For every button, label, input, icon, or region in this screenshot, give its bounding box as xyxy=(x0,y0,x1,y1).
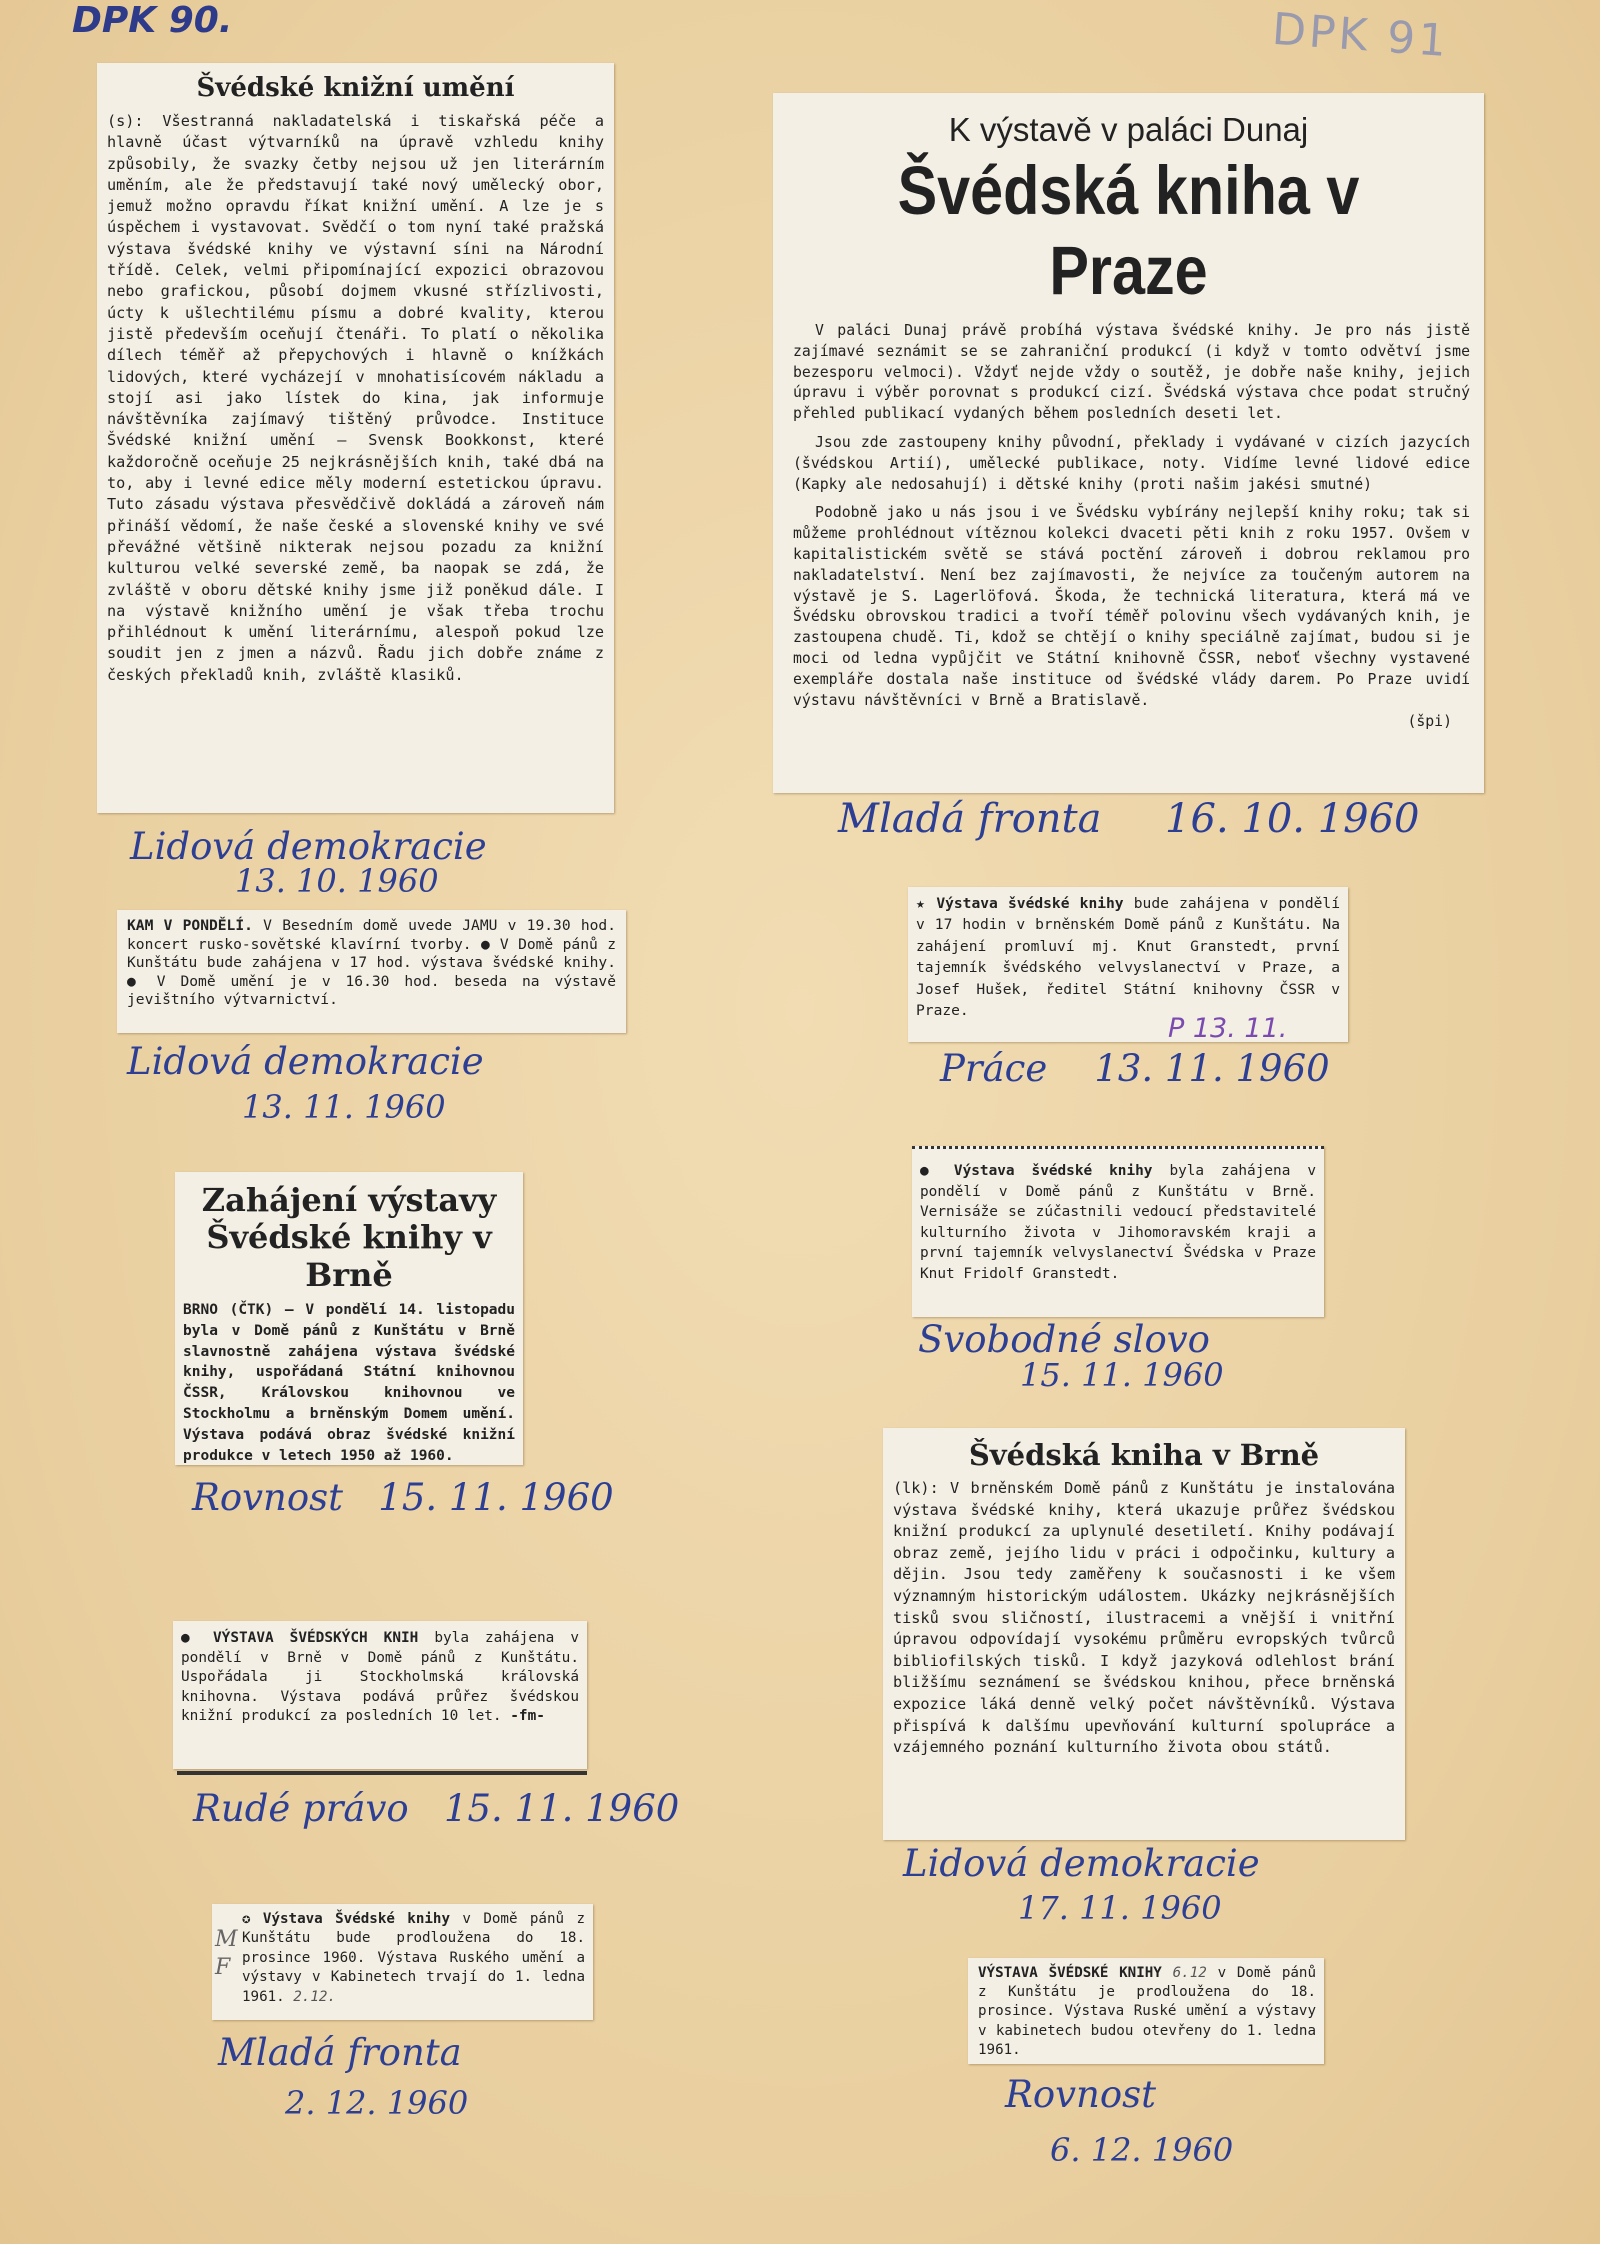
clipping-vystava-prodlouzena-rovnost xyxy=(968,1958,1324,2064)
date-handwritten: 17. 11. 1960 xyxy=(1018,1889,1222,1927)
source-handwritten: Práce xyxy=(940,1047,1048,1090)
clipping-lead: VÝSTAVA ŠVÉDSKÉ KNIHY xyxy=(978,1965,1162,1981)
clipping-body: bude zahájena v pondělí v 17 hodin v brněnském Domě pánů z Kunštátu. Na zahájení promluví mj. Knut Granstedt, první tajemník švédského velvyslanectví v Praze, a Josef Hušek, ředitel Státní knihovny ČSSR v Praze. xyxy=(916,895,1340,1020)
author-sign: (špi) xyxy=(1407,713,1452,731)
clipping-body: (lk): V brněnském Domě pánů z Kunštátu je instalována výstava švédské knihy, která ukazuje průřez švédskou knižní produkcí za uplynulé desetiletí. Knihy podávají obraz země, jejího lidu v práci i odpočinku, kultury a dějin. Jsou tedy zaměřeny k současnosti i ke všem významným historickým událostem. Ukázky nejkrásnějších tisků svou sličností, ilustracemi a vnější i vnitřní úpravou odpovídají vysokému průměru evropských tvůrců bibliofilských tisků. I když jazyková odlehlost brání bližšímu seznámení se švédskou knihou, přece brněnská expozice láká denně velký počet návštěvníků. Výstava přispívá k dalšímu upevňování kulturní spolupráce a vzájemného poznání kulturního života obou států. xyxy=(893,1479,1395,1757)
date-handwritten: 13. 11. 1960 xyxy=(1094,1047,1330,1090)
clipping-body-wrap xyxy=(908,887,1348,1021)
clipping-body-wrap xyxy=(117,910,626,1010)
clipping-body: v Domě pánů z Kunštátu je prodloužena do 18. prosince. Výstava Ruské umění a výstavy v kabinetech budou otevřeny do 1. ledna 1961. xyxy=(978,1965,1316,2058)
clipping-para-1: V paláci Dunaj právě probíhá výstava švédské knihy. Je pro nás jistě zajímavé seznámit se se zahraniční produkcí (i když v tomto odvětví jsme bezesporu velmoci). Vždyť nejde vždy o soutěž, je dobře naše knihy, jejich úpravu i výběr porovnat s produkcí cizí. Švédská výstava chce podat stručný přehled publikací vydaných během posledních deseti let. xyxy=(793,322,1470,423)
pencil-date: 2.12. xyxy=(293,1988,336,2005)
clipping-title-line1: Zahájení výstavy xyxy=(201,1181,497,1219)
clipping-body: byla zahájena v pondělí v Brně v Domě pánů z Kunštátu. Uspořádala ji Stockholmská královská knihovna. Výstava podává průřez švédskou knižní produkcí za posledních 10 let. xyxy=(181,1630,579,1725)
clipping-zahajeni-vystavy xyxy=(175,1172,523,1465)
source-handwritten: Rovnost xyxy=(1005,2073,1156,2116)
source-date-handwritten xyxy=(193,1787,679,1830)
date-handwritten: 2. 12. 1960 xyxy=(285,2084,469,2122)
date-handwritten: 15. 11. 1960 xyxy=(443,1787,680,1830)
source-handwritten: Lidová demokracie xyxy=(127,1040,484,1083)
clipping-title: Švédské knižní umění xyxy=(196,73,515,103)
clipping-kam-v-pondeli xyxy=(117,910,626,1033)
clipping-title: Švédská kniha v Brně xyxy=(968,1438,1320,1472)
archive-number-left: DPK 90. xyxy=(72,0,233,41)
clipping-vystava-prodlouzena xyxy=(212,1904,593,2020)
clipping-para-3: Podobně jako u nás jsou i ve Švédsku vybírány nejlepší knihy roku; tak si můžeme prohlédnout vítěznou kolekci dvaceti pěti knih z roku 1957. Ovšem v kapitalistickém světě se stává poctění zároveň i dobrou reklamou pro nakladatelství. Není bez zajímavosti, že nejvíce za toučeným autorem na výstavě je S. Lagerlöfová. Škoda, že technická literatura, která má ve Švédsku obrovskou tradici a tvoří téměř polovinu všech vydávaných knih, je zastoupena chudě. Ti, kdož se chtějí o knihy speciálně zajímat, budou si je moci od ledna vypůjčit ve Státní knihovně ČSSR, neboť všechny vystavené exempláře dostala naše instituce od švédské vlády darem. Po Praze uvidí výstavu návštěvníci v Brně a Bratislavě. xyxy=(793,504,1470,709)
clipping-lead: ● Výstava švédské knihy xyxy=(920,1163,1153,1179)
clipping-svedska-kniha-v-praze xyxy=(773,93,1484,793)
clipping-title: Švédská kniha v Praze xyxy=(897,152,1360,309)
pencil-stamp: P 13. 11. xyxy=(1168,1013,1288,1044)
archive-number-right: DPK 91 xyxy=(1270,3,1451,68)
source-handwritten: Rovnost xyxy=(192,1476,343,1519)
source-handwritten: Mladá fronta xyxy=(218,2031,462,2074)
clipping-kicker: K výstavě v paláci Dunaj xyxy=(948,111,1309,148)
clipping-para-2: Jsou zde zastoupeny knihy původní, překlady i vydávané v cizích jazycích (švédskou Artií), umělecké publikace, noty. Vidíme levné lidové edice (Kapky ale nedosahují) i dětské knihy (proti našim jakési smutné) xyxy=(793,433,1470,493)
clipping-body: V Besedním domě uvede JAMU v 19.30 hod. koncert rusko-sovětské klavírní tvorby. ● V Domě pánů z Kunštátu bude zahájena v 17 hod. výstava švédské knihy. ● V Domě umění je v 16.30 hod. beseda na výstavě jevištního výtvarnictví. xyxy=(127,917,616,1009)
clipping-body-wrap xyxy=(912,1149,1324,1285)
clipping-body: byla zahájena v pondělí v Domě pánů z Kunštátu v Brně. Vernisáže se zúčastnili vedoucí představitelé kulturního života v Jihomoravském kraji a první tajemník velvyslanectví Švédska v Praze Knut Fridolf Granstedt. xyxy=(920,1163,1316,1282)
clipping-lead: ● VÝSTAVA ŠVÉDSKÝCH KNIH xyxy=(181,1630,419,1646)
source-date-handwritten xyxy=(838,796,1420,842)
clipping-lead: KAM V PONDĚLÍ. xyxy=(127,917,253,934)
pencil-date: 6.12 xyxy=(1172,1965,1207,1981)
source-handwritten: Rudé právo xyxy=(193,1787,409,1830)
clipping-vystava-byla-zahajena xyxy=(912,1146,1324,1317)
clipping-vystava-svedskych-knih xyxy=(173,1621,587,1769)
date-handwritten: 13. 11. 1960 xyxy=(242,1088,446,1126)
source-handwritten: Mladá fronta xyxy=(838,796,1102,842)
source-date-handwritten xyxy=(192,1476,614,1519)
date-handwritten: 16. 10. 1960 xyxy=(1165,796,1420,842)
clipping-svedske-knizni-umeni xyxy=(97,63,614,813)
source-handwritten: Svobodné slovo xyxy=(918,1318,1210,1361)
clipping-lead: ★ Výstava švédské knihy xyxy=(916,895,1124,912)
clipping-body-wrap xyxy=(212,1904,593,2007)
clipping-body: v Domě pánů z Kunštátu bude prodloužena do 18. prosince 1960. Výstava Ruského umění a výstavy v Kabinetech trvají do 1. ledna 1961. xyxy=(242,1911,585,2005)
source-handwritten: Lidová demokracie xyxy=(130,825,487,868)
date-handwritten: 15. 11. 1960 xyxy=(378,1476,614,1519)
date-handwritten: 6. 12. 1960 xyxy=(1050,2131,1234,2169)
author-sign: -fm- xyxy=(510,1708,545,1725)
margin-note: M F xyxy=(215,1927,238,1980)
clipping-body: (s): Všestranná nakladatelská i tiskařská péče a hlavně účast výtvarníků na úpravě vzhledu knihy způsobily, že svazky četby nejsou už jen literárním uměním, ale že představují také nový umělecký obor, jemuž možno opravdu říkat knižní umění. A lze je s úspěchem i vystavovat. Svědčí o tom nyní také pražská výstava švédské knihy ve výstavní síni na Národní třídě. Celek, velmi připomínající expozici obrazovou nebo grafickou, působí dojmem vkusné střízlivosti, úcty k ušlechtilému písmu a dobré kvality, kterou jistě především oceňují čtenáři. To platí o několika dílech téměř až přepychových i hlavně o knížkách lidových, které vycházejí v mnohatisícovém nákladu a stojí asi jako lístek do kina, jak informuje návštěvníka zajímavý tištěný průvodce. Instituce Švédské knižní umění — Svensk Bookkonst, které každoročně oceňuje 25 nejkrásnějších knih, také dbá na to, aby i levné edice měly moderní estetickou úpravu. Tuto zásadu výstava přesvědčivě dokládá a zároveň nám přináší vědomí, že naše české a slovenské knihy ve své převážné většině nikterak nejsou pozadu za knižní kulturou velké severské země, ba naopak se zdá, že zvláště v oboru dětské knihy jsme již poněkud dále. I na výstavě knižního umění je však třeba trochu přihlédnout k umění literárnímu, alespoň pokud lze soudit jen z jmen a názvů. Řadu jich dobře známe z českých překladů knih, zvláště klasiků. xyxy=(107,112,604,684)
clipping-title-line2: Švédské knihy v Brně xyxy=(206,1218,492,1294)
clipping-lead: ✪ Výstava Švédské knihy xyxy=(242,1911,451,1927)
source-date-handwritten xyxy=(940,1047,1330,1090)
clipping-body-wrap xyxy=(968,1958,1324,2060)
print-rule xyxy=(177,1771,587,1775)
date-handwritten: 13. 10. 1960 xyxy=(235,862,439,900)
clipping-svedska-kniha-v-brne xyxy=(883,1428,1405,1840)
clipping-body-wrap xyxy=(173,1621,587,1727)
clipping-body: BRNO (ČTK) — V pondělí 14. listopadu byla v Domě pánů z Kunštátu v Brně slavnostně zahájena výstava švédské knihy, uspořádaná Státní knihovnou ČSSR, Královskou knihovnou ve Stockholmu a brněnským Domem umění. Výstava podává obraz švédské knižní produkce v letech 1950 až 1960. xyxy=(183,1302,515,1464)
date-handwritten: 15. 11. 1960 xyxy=(1020,1356,1224,1394)
source-handwritten: Lidová demokracie xyxy=(903,1842,1260,1885)
